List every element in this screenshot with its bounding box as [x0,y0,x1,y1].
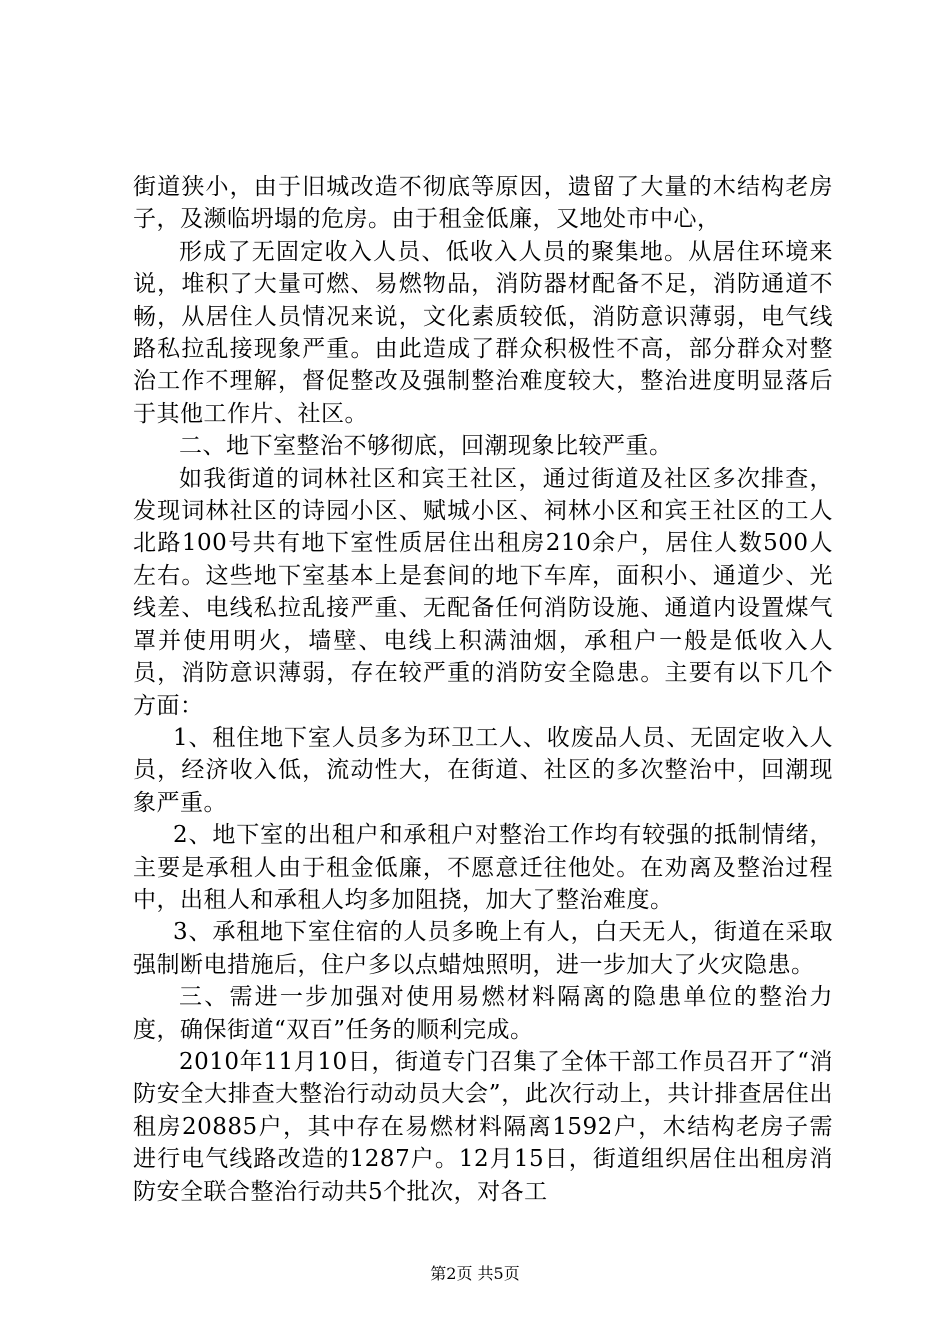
paragraph-continuation: 街道狭小，由于旧城改造不彻底等原因，遗留了大量的木结构老房子，及濒临坍塌的危房。由于租金低廉，又地处市中心， [133,174,833,233]
list-item-3: 3、承租地下室住宿的人员多晚上有人，白天无人，街道在采取强制断电措施后，住户多以点蜡烛照明，进一步加大了火灾隐患。 [133,919,833,978]
paragraph-action-summary: 2010年11月10日，街道专门召集了全体干部工作员召开了“消防安全大排查大整治行动动员大会”，此次行动上，共计排查居住出租房20885户，其中存在易燃材料隔离1592户，木结构老房子需进行电气线路改造的1287户。12月15日，街道组织居住出租房消防安全联合整治行动共5个批次，对各工 [133,1048,833,1205]
section-heading-flammable: 三、需进一步加强对使用易燃材料隔离的隐患单位的整治力度，确保街道“双百”任务的顺利完成。 [133,984,833,1043]
list-item-2: 2、地下室的出租户和承租户对整治工作均有较强的抵制情绪，主要是承租人由于租金低廉，不愿意迁往他处。在劝离及整治过程中，出租人和承租人均多加阻挠，加大了整治难度。 [133,822,833,913]
paragraph-environment: 形成了无固定收入人员、低收入人员的聚集地。从居住环境来说，堆积了大量可燃、易燃物品，消防器材配备不足，消防通道不畅，从居住人员情况来说，文化素质较低，消防意识薄弱，电气线路私拉乱接现象严重。由此造成了群众积极性不高，部分群众对整治工作不理解，督促整改及强制整治难度较大，整治进度明显落后于其他工作片、社区。 [133,238,833,427]
page-number: 第2页 共5页 [430,1264,520,1283]
section-heading-basement: 二、地下室整治不够彻底，回潮现象比较严重。 [179,433,673,460]
paragraph-basement-details: 如我街道的词林社区和宾王社区，通过街道及社区多次排查，发现词林社区的诗园小区、赋城小区、祠林小区和宾王社区的工人北路100号共有地下室性质居住出租房210余户，居住人数500人左右。这些地下室基本上是套间的地下车库，面积小、通道少、光线差、电线私拉乱接严重、无配备任何消防设施、通道内设置煤气罩并使用明火，墙壁、电线上积满油烟，承租户一般是低收入人员，消防意识薄弱，存在较严重的消防安全隐患。主要有以下几个方面： [133,465,833,719]
list-item-1: 1、租住地下室人员多为环卫工人、收废品人员、无固定收入人员，经济收入低，流动性大，在街道、社区的多次整治中，回潮现象严重。 [133,724,833,816]
document-body [133,171,833,1208]
